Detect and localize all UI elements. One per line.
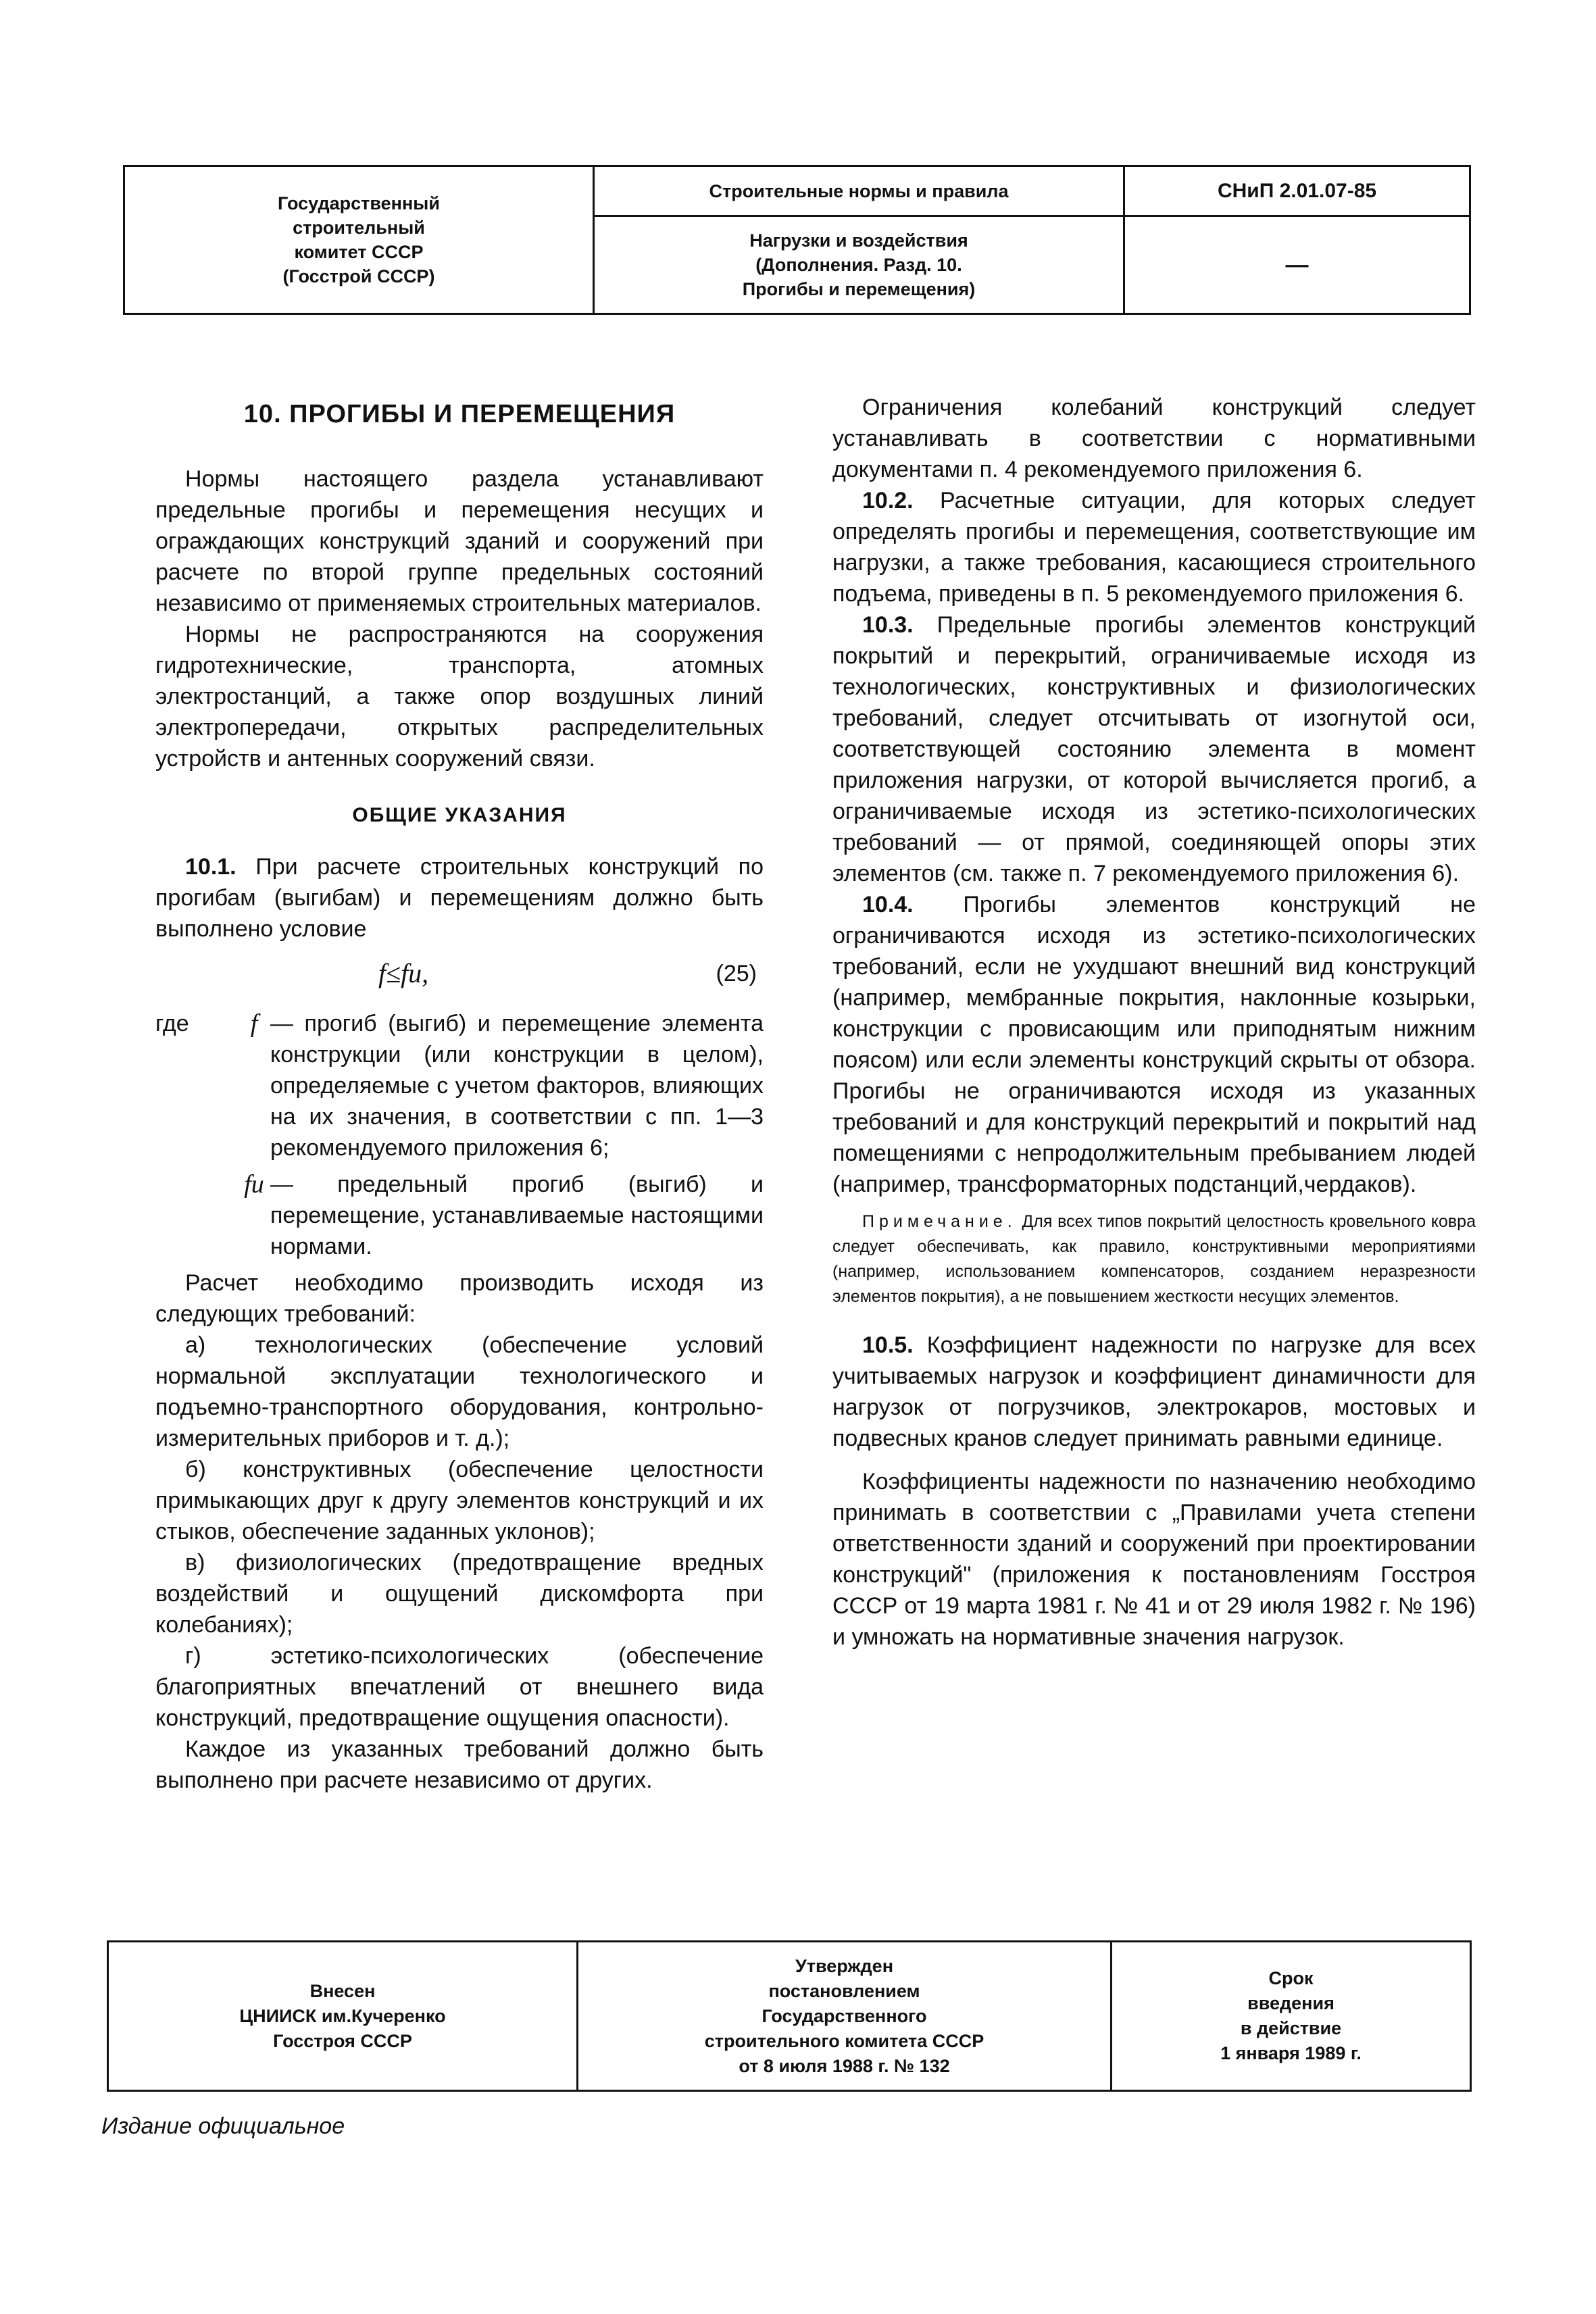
header-subtitle: Нагрузки и воздействия (Дополнения. Разд. 10. Прогибы и перемещения) xyxy=(595,217,1125,313)
clause-number: 10.3. xyxy=(862,612,914,638)
header-dash: — xyxy=(1285,252,1309,278)
footer-effective-date: Срок введения в действие 1 января 1989 г. xyxy=(1220,1968,1362,2063)
paragraph-coefficients: Коэффициенты надежности по назначению необходимо принимать в соответствии с „Правилами учета степени ответственности зданий и сооружений при проектировании конструкций" (приложения к постановлениям Госстроя СССР от 19 марта 1981 г. № 41 и от 29 июля 1982 г. № 196) и умножать на нормативные значения нагрузок. xyxy=(832,1469,1476,1650)
formula-number: (25) xyxy=(716,961,757,986)
paragraph-each: Каждое из указанных требований должно быть выполнено при расчете независимо от других. xyxy=(155,1736,764,1793)
paragraph-vibration: Ограничения колебаний конструкций следует устанавливать в соответствии с нормативными документами п. 4 рекомендуемого приложения 6. xyxy=(832,395,1476,482)
variable-f: f xyxy=(250,1009,258,1038)
note-label: Примечание. xyxy=(862,1212,1017,1231)
header-document-code: СНиП 2.01.07-85 xyxy=(1125,167,1469,217)
clause-text: Предельные прогибы элементов конструкций покрытий и перекрытий, ограничиваемые исходя из технологических, конструктивных и физиологических требований, следует отсчитывать от изогнутой оси, соответствующей состоянию элемента в момент приложения нагрузки, от которой вычисляется прогиб, а ограничиваемые исходя из эстетико-психологических требований — от прямой, соединяющей опоры этих элементов (см. также п. 7 рекомендуемого приложения 6). xyxy=(832,612,1476,886)
footer-table xyxy=(107,1940,1472,2092)
paragraph-exclusions: Нормы не распространяются на сооружения гидротехнические, транспорта, атомных электростанций, а также опор воздушных линий электропередачи, открытых распределительных устройств и антенных сооружений связи. xyxy=(155,622,764,772)
clause-text: При расчете строительных конструкций по прогибам (выгибам) и перемещениям должно быть выполнено условие xyxy=(155,854,764,942)
paragraph-scope: Нормы настоящего раздела устанавливают предельные прогибы и перемещения несущих и ограждающих конструкций зданий и сооружений при расчете по второй группе предельных состояний независимо от применяемых строительных материалов. xyxy=(155,466,764,616)
header-table xyxy=(123,165,1471,315)
requirement-b: б) конструктивных (обеспечение целостности примыкающих друг к другу элементов конструкций и их стыков, обеспечение заданных уклонов); xyxy=(155,1457,764,1544)
header-document-type: Строительные нормы и правила xyxy=(595,167,1125,217)
subsection-title: ОБЩИЕ УКАЗАНИЯ xyxy=(352,804,567,826)
clause-text: Расчетные ситуации, для которых следует определять прогибы и перемещения, соответствующие им нагрузки, а также требования, касающиеся строительного подъема, приведены в п. 5 рекомендуемого приложения 6. xyxy=(832,488,1476,607)
paragraph-requirements: Расчет необходимо производить исходя из следующих требований: xyxy=(155,1270,764,1327)
note-text: Для всех типов покрытий целостность кровельного ковра следует обеспечивать, как правило, конструктивными мероприятиями (например, использованием компенсаторов, созданием неразрезности элементов покрытия), а не повышением жесткости несущих элементов. xyxy=(832,1212,1476,1306)
clause-10-5 xyxy=(832,1330,1476,1454)
clause-number: 10.2. xyxy=(862,488,914,513)
formula-expression: f≤fu, xyxy=(378,958,429,988)
clause-10-1 xyxy=(155,851,764,945)
clause-10-4 xyxy=(832,889,1476,1200)
definition-text: — предельный прогиб (выгиб) и перемещение, устанавливаемые настоящими нормами. xyxy=(270,1172,764,1259)
definition-fu xyxy=(155,1169,764,1262)
definition-text: — прогиб (выгиб) и перемещение элемента конструкции (или конструкции в целом), определяемые с учетом факторов, влияющих на их значения, в соответствии с пп. 1—3 рекомендуемого приложения 6; xyxy=(270,1011,764,1161)
requirement-v: в) физиологических (предотвращение вредных воздействий и ощущений дискомфорта при колебаниях); xyxy=(155,1550,764,1638)
clause-number: 10.4. xyxy=(862,892,914,917)
clause-10-2 xyxy=(832,485,1476,609)
note xyxy=(832,1209,1476,1309)
header-organization: Государственный строительный комитет СССР (Госстрой СССР) xyxy=(125,167,595,313)
footer-introduced: Внесен ЦНИИСК им.Кучеренко Госстроя СССР xyxy=(109,1942,578,2090)
right-column xyxy=(832,392,1476,1653)
definition-f xyxy=(155,1008,764,1163)
footer-approved: Утвержден постановлением Государственного строительного комитета СССР от 8 июля 1988 г. № 132 xyxy=(578,1942,1112,2090)
where-label: где xyxy=(155,1011,189,1036)
clause-text: Коэффициент надежности по нагрузке для всех учитываемых нагрузок и коэффициент динамичности для нагрузок от погрузчиков, электрокаров, мостовых и подвесных кранов следует принимать равными единице. xyxy=(832,1332,1476,1451)
clause-10-3 xyxy=(832,609,1476,889)
formula-25 xyxy=(155,950,764,997)
requirement-g: г) эстетико-психологических (обеспечение благоприятных впечатлений от внешнего вида конструкций, предотвращение ощущения опасности). xyxy=(155,1643,764,1731)
requirement-a: а) технологических (обеспечение условий нормальной эксплуатации технологического и подъемно-транспортного оборудования, контрольно-измерительных приборов и т. д.); xyxy=(155,1332,764,1451)
variable-fu: fu xyxy=(244,1170,264,1199)
edition-label: Издание официальное xyxy=(101,2113,345,2139)
section-title: 10. ПРОГИБЫ И ПЕРЕМЕЩЕНИЯ xyxy=(243,400,676,428)
clause-number: 10.5. xyxy=(862,1332,914,1358)
left-column xyxy=(155,392,764,1796)
clause-number: 10.1. xyxy=(185,854,236,880)
clause-text: Прогибы элементов конструкций не ограничиваются исходя из эстетико-психологических требований, если не ухудшают внешний вид конструкций (например, мембранные покрытия, наклонные козырьки, конструкции с провисающим или приподнятым нижним поясом) или если элементы конструкций скрыты от обзора. Прогибы не ограничиваются исходя из указанных требований и для конструкций перекрытий и покрытий над помещениями с непродолжительным пребыванием людей (например, трансформаторных подстанций,чердаков). xyxy=(832,892,1476,1197)
